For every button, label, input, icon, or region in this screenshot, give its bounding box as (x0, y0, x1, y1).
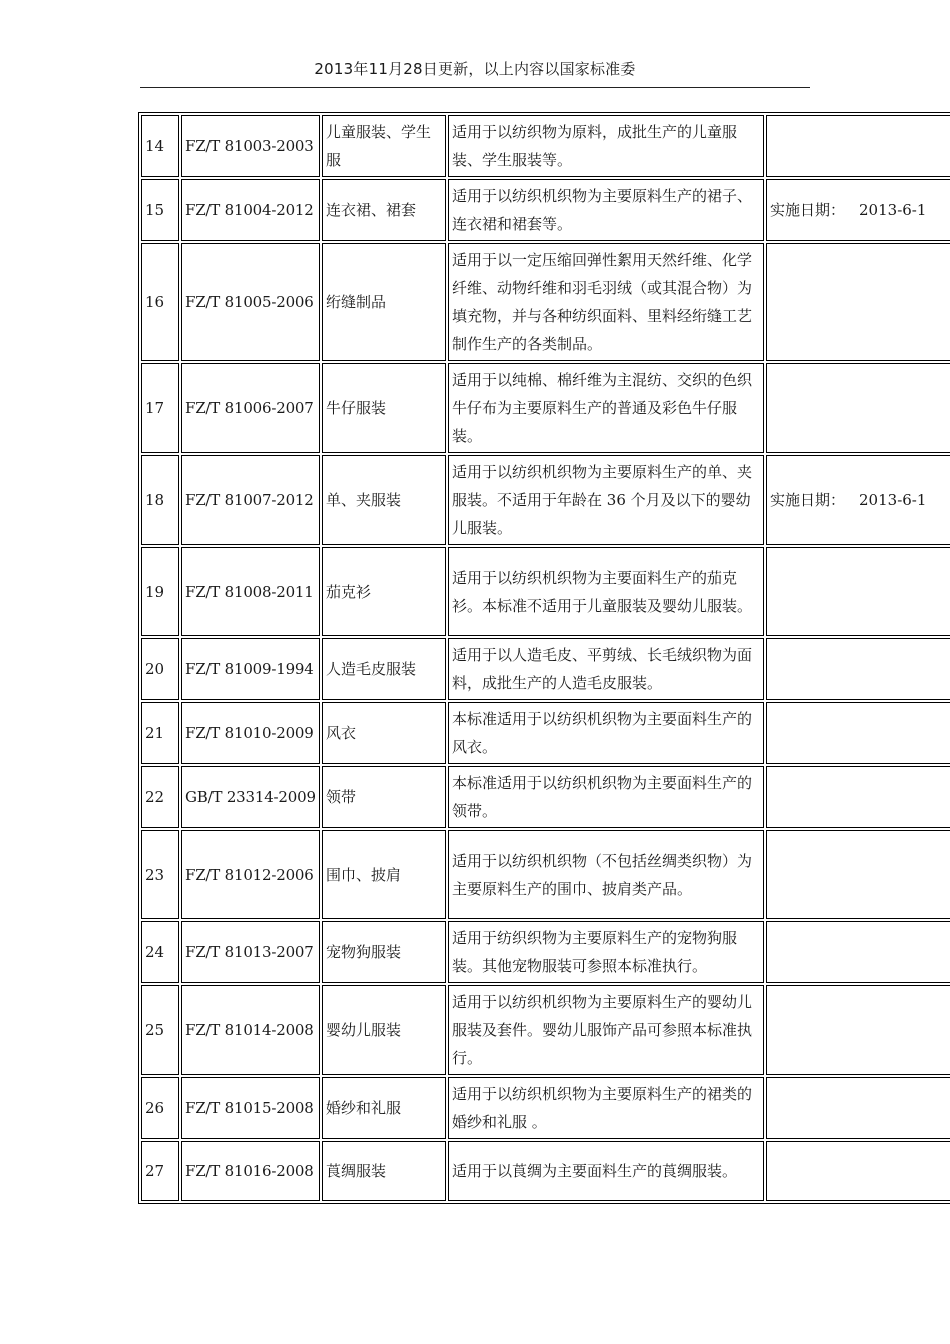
standard-name: 风衣 (322, 702, 446, 764)
note-label: 实施日期： (770, 491, 846, 509)
row-number: 22 (141, 766, 179, 828)
row-number: 17 (141, 363, 179, 453)
table-row (141, 547, 950, 636)
note-cell (766, 547, 950, 636)
note-value: 2013-6-1 (859, 491, 927, 509)
row-number: 18 (141, 455, 179, 545)
standard-scope: 适用于以一定压缩回弹性絮用天然纤维、化学纤维、动物纤维和羽毛羽绒（或其混合物）为填充物，并与各种纺织面料、里料经绗缝工艺制作生产的各类制品。 (448, 243, 764, 361)
standard-name: 领带 (322, 766, 446, 828)
note-cell (766, 115, 950, 177)
table-row (141, 363, 950, 453)
standard-name: 婴幼儿服装 (322, 985, 446, 1075)
standard-scope: 适用于以人造毛皮、平剪绒、长毛绒织物为面料，成批生产的人造毛皮服装。 (448, 638, 764, 700)
standard-scope: 适用于以纺织机织物为主要原料生产的裙子、连衣裙和裙套等。 (448, 179, 764, 241)
row-number: 24 (141, 921, 179, 983)
standard-scope: 适用于以纺织机织物为主要原料生产的裙类的婚纱和礼服 。 (448, 1077, 764, 1139)
standard-code: FZ/T 81013-2007 (181, 921, 320, 983)
standard-scope: 适用于以纺织机织物为主要原料生产的单、夹服装。不适用于年龄在 36 个月及以下的婴幼儿服装。 (448, 455, 764, 545)
standard-code: FZ/T 81012-2006 (181, 830, 320, 919)
standard-name: 单、夹服装 (322, 455, 446, 545)
standards-table (138, 112, 950, 1204)
row-number: 23 (141, 830, 179, 919)
row-number: 14 (141, 115, 179, 177)
table-row (141, 455, 950, 545)
row-number: 21 (141, 702, 179, 764)
standard-name: 宠物狗服装 (322, 921, 446, 983)
note-cell (766, 179, 950, 241)
standard-name: 人造毛皮服装 (322, 638, 446, 700)
row-number: 26 (141, 1077, 179, 1139)
table-row (141, 243, 950, 361)
standard-code: FZ/T 81008-2011 (181, 547, 320, 636)
standard-scope: 本标准适用于以纺织机织物为主要面料生产的领带。 (448, 766, 764, 828)
table-row (141, 830, 950, 919)
standard-scope: 适用于以纺织机织物为主要原料生产的婴幼儿服装及套件。婴幼儿服饰产品可参照本标准执行。 (448, 985, 764, 1075)
table-row (141, 179, 950, 241)
table-row (141, 115, 950, 177)
note-cell (766, 455, 950, 545)
standard-name: 绗缝制品 (322, 243, 446, 361)
standard-code: FZ/T 81014-2008 (181, 985, 320, 1075)
standard-scope: 适用于以纺织机织物为主要面料生产的茄克衫。本标准不适用于儿童服装及婴幼儿服装。 (448, 547, 764, 636)
standard-code: FZ/T 81016-2008 (181, 1141, 320, 1201)
standards-table-body (141, 115, 950, 1201)
standard-code: FZ/T 81005-2006 (181, 243, 320, 361)
table-row (141, 1141, 950, 1201)
standard-code: FZ/T 81007-2012 (181, 455, 320, 545)
standard-name: 围巾、披肩 (322, 830, 446, 919)
note-cell (766, 1141, 950, 1201)
standards-table-wrapper (138, 112, 950, 1204)
standard-code: GB/T 23314-2009 (181, 766, 320, 828)
standard-scope: 适用于以纺织物为原料，成批生产的儿童服装、学生服装等。 (448, 115, 764, 177)
standard-code: FZ/T 81009-1994 (181, 638, 320, 700)
standard-code: FZ/T 81010-2009 (181, 702, 320, 764)
standard-name: 婚纱和礼服 (322, 1077, 446, 1139)
standard-scope: 适用于以纯棉、棉纤维为主混纺、交织的色织牛仔布为主要原料生产的普通及彩色牛仔服装。 (448, 363, 764, 453)
standard-code: FZ/T 81004-2012 (181, 179, 320, 241)
table-row (141, 985, 950, 1075)
table-row (141, 921, 950, 983)
standard-name: 连衣裙、裙套 (322, 179, 446, 241)
note-cell (766, 985, 950, 1075)
row-number: 27 (141, 1141, 179, 1201)
note-cell (766, 243, 950, 361)
note-cell (766, 702, 950, 764)
standard-code: FZ/T 81015-2008 (181, 1077, 320, 1139)
standard-code: FZ/T 81003-2003 (181, 115, 320, 177)
standard-code: FZ/T 81006-2007 (181, 363, 320, 453)
note-cell (766, 830, 950, 919)
standard-name: 莨绸服装 (322, 1141, 446, 1201)
standard-name: 茄克衫 (322, 547, 446, 636)
note-cell (766, 921, 950, 983)
header-rule (140, 87, 810, 88)
note-cell (766, 1077, 950, 1139)
standard-scope: 本标准适用于以纺织机织物为主要面料生产的风衣。 (448, 702, 764, 764)
row-number: 19 (141, 547, 179, 636)
standard-name: 牛仔服装 (322, 363, 446, 453)
row-number: 16 (141, 243, 179, 361)
note-value: 2013-6-1 (859, 201, 927, 219)
row-number: 15 (141, 179, 179, 241)
standard-scope: 适用于以纺织机织物（不包括丝绸类织物）为主要原料生产的围巾、披肩类产品。 (448, 830, 764, 919)
note-cell (766, 638, 950, 700)
standard-scope: 适用于纺织织物为主要原料生产的宠物狗服装。其他宠物服装可参照本标准执行。 (448, 921, 764, 983)
standard-scope: 适用于以莨绸为主要面料生产的莨绸服装。 (448, 1141, 764, 1201)
table-row (141, 702, 950, 764)
table-row (141, 1077, 950, 1139)
row-number: 25 (141, 985, 179, 1075)
table-row (141, 638, 950, 700)
note-cell (766, 766, 950, 828)
page-header: 2013年11月28日更新，以上内容以国家标准委 (314, 60, 636, 78)
standard-name: 儿童服装、学生服 (322, 115, 446, 177)
note-label: 实施日期： (770, 201, 846, 219)
note-cell (766, 363, 950, 453)
row-number: 20 (141, 638, 179, 700)
table-row (141, 766, 950, 828)
